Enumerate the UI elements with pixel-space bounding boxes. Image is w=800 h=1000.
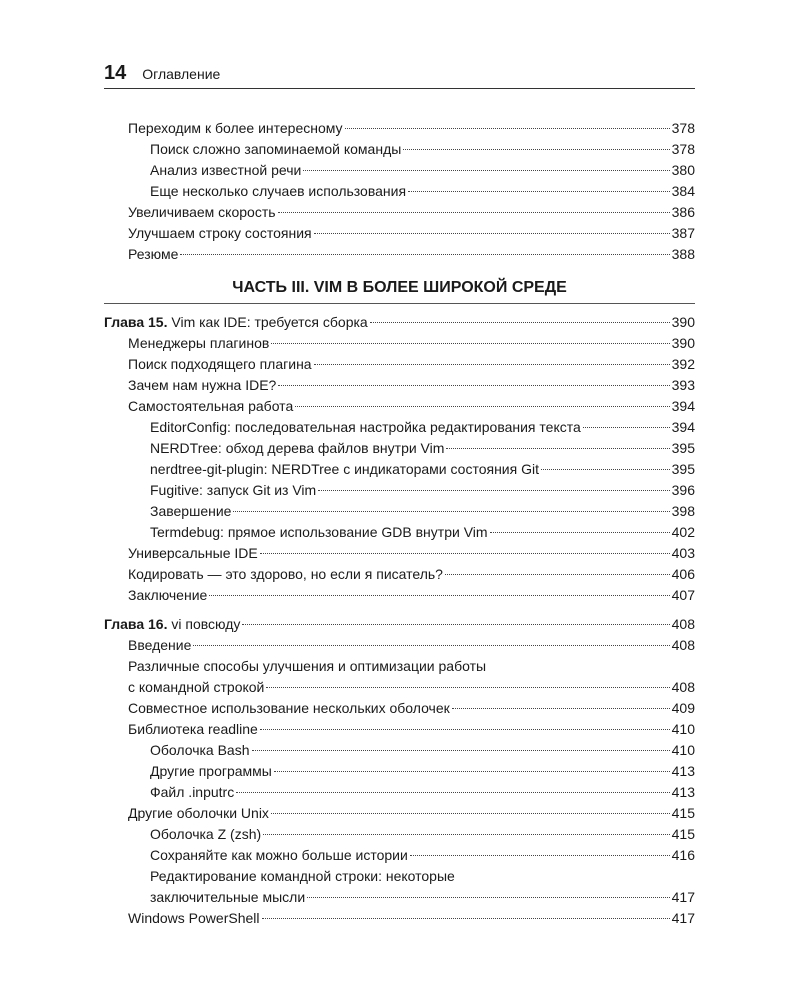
dot-leader bbox=[446, 448, 669, 449]
toc-entry-page: 387 bbox=[671, 225, 695, 241]
toc-entry[interactable] bbox=[104, 866, 695, 908]
toc-entry-page: 403 bbox=[671, 545, 695, 561]
toc-entry-page: 409 bbox=[671, 700, 695, 716]
toc-entry-title: Анализ известной речи bbox=[150, 162, 302, 178]
toc-entry[interactable] bbox=[104, 522, 695, 543]
dot-leader bbox=[266, 687, 669, 688]
toc-entry-page: 394 bbox=[671, 398, 695, 414]
toc-entry-page: 406 bbox=[671, 566, 695, 582]
toc-entry-title: Termdebug: прямое использование GDB внутри Vim bbox=[150, 524, 488, 540]
chapter-page: 390 bbox=[671, 314, 695, 330]
dot-leader bbox=[260, 553, 670, 554]
dot-leader bbox=[263, 834, 669, 835]
chapter-label: Глава 15. bbox=[104, 314, 168, 330]
toc-entry[interactable] bbox=[104, 719, 695, 740]
toc-entry-title: Совместное использование нескольких оболочек bbox=[128, 700, 450, 716]
toc-entry-page: 386 bbox=[671, 204, 695, 220]
toc-entry-title: Зачем нам нужна IDE? bbox=[128, 377, 277, 393]
toc-entry[interactable] bbox=[104, 585, 695, 606]
toc-entry[interactable] bbox=[104, 761, 695, 782]
toc-entry-page: 392 bbox=[671, 356, 695, 372]
toc-entry-title: Кодировать — это здорово, но если я писатель? bbox=[128, 566, 443, 582]
toc-entry[interactable] bbox=[104, 333, 695, 354]
dot-leader bbox=[314, 233, 670, 234]
toc-entry-title: Заключение bbox=[128, 587, 208, 603]
toc-entry[interactable] bbox=[104, 202, 695, 223]
toc-entry-page: 415 bbox=[671, 805, 695, 821]
dot-leader bbox=[541, 469, 670, 470]
toc-entry-title: Улучшаем строку состояния bbox=[128, 225, 312, 241]
toc-entry[interactable] bbox=[104, 908, 695, 929]
toc-entry-title: Еще несколько случаев использования bbox=[150, 183, 407, 199]
toc-entry-title: NERDTree: обход дерева файлов внутри Vim bbox=[150, 440, 445, 456]
toc-entry[interactable] bbox=[104, 564, 695, 585]
dot-leader bbox=[278, 212, 670, 213]
toc-entry[interactable] bbox=[104, 181, 695, 202]
table-of-contents bbox=[104, 118, 695, 929]
toc-entry-page: 395 bbox=[671, 461, 695, 477]
chapter-label: Глава 16. bbox=[104, 616, 168, 632]
toc-entry-page: 415 bbox=[671, 826, 695, 842]
dot-leader bbox=[242, 624, 669, 625]
toc-entry-page: 378 bbox=[671, 120, 695, 136]
toc-entry-title-line1: Различные способы улучшения и оптимизации работы bbox=[128, 658, 487, 674]
toc-entry[interactable] bbox=[104, 223, 695, 244]
toc-entry-title-line1: Редактирование командной строки: некоторые bbox=[150, 868, 455, 884]
toc-entry[interactable] bbox=[104, 824, 695, 845]
dot-leader bbox=[193, 645, 669, 646]
toc-entry[interactable] bbox=[104, 845, 695, 866]
dot-leader bbox=[252, 750, 670, 751]
toc-entry-title: Универсальные IDE bbox=[128, 545, 258, 561]
toc-entry[interactable] bbox=[104, 459, 695, 480]
toc-entry-title: nerdtree-git-plugin: NERDTree с индикаторами состояния Git bbox=[150, 461, 539, 477]
dot-leader bbox=[314, 364, 670, 365]
chapter-title: vi повсюду bbox=[171, 616, 241, 632]
toc-entry[interactable] bbox=[104, 118, 695, 139]
toc-entry[interactable] bbox=[104, 160, 695, 181]
toc-entry[interactable] bbox=[104, 438, 695, 459]
dot-leader bbox=[490, 532, 670, 533]
toc-entry-title: Оболочка Bash bbox=[150, 742, 250, 758]
dot-leader bbox=[318, 490, 669, 491]
dot-leader bbox=[452, 708, 670, 709]
toc-entry-page: 390 bbox=[671, 335, 695, 351]
chapter-15-entry[interactable] bbox=[104, 312, 695, 333]
dot-leader bbox=[410, 855, 670, 856]
toc-entry-page: 402 bbox=[671, 524, 695, 540]
dot-leader bbox=[271, 343, 669, 344]
toc-entry-page: 413 bbox=[671, 763, 695, 779]
toc-entry-title: EditorConfig: последовательная настройка редактирования текста bbox=[150, 419, 581, 435]
toc-entry-title: Сохраняйте как можно больше истории bbox=[150, 847, 408, 863]
toc-entry-page: 407 bbox=[671, 587, 695, 603]
dot-leader bbox=[408, 191, 670, 192]
toc-entry-title: Файл .inputrc bbox=[150, 784, 235, 800]
toc-entry-page: 410 bbox=[671, 742, 695, 758]
toc-entry-title: Увеличиваем скорость bbox=[128, 204, 276, 220]
toc-entry[interactable] bbox=[104, 782, 695, 803]
toc-entry-title: Оболочка Z (zsh) bbox=[150, 826, 262, 842]
toc-entry-title: Другие оболочки Unix bbox=[128, 805, 269, 821]
chapter-title: Vim как IDE: требуется сборка bbox=[171, 314, 368, 330]
dot-leader bbox=[236, 792, 669, 793]
toc-entry-title: Введение bbox=[128, 637, 192, 653]
toc-entry-title: Поиск подходящего плагина bbox=[128, 356, 312, 372]
toc-entry[interactable] bbox=[104, 501, 695, 522]
dot-leader bbox=[403, 149, 669, 150]
toc-entry-page: 378 bbox=[671, 141, 695, 157]
toc-entry[interactable] bbox=[104, 375, 695, 396]
page-number: 14 bbox=[104, 62, 127, 84]
toc-entry-page: 384 bbox=[671, 183, 695, 199]
dot-leader bbox=[233, 511, 669, 512]
toc-entry-title: Резюме bbox=[128, 246, 179, 262]
dot-leader bbox=[274, 771, 670, 772]
toc-entry[interactable] bbox=[104, 480, 695, 501]
part-heading: ЧАСТЬ III. VIM В БОЛЕЕ ШИРОКОЙ СРЕДЕ bbox=[104, 277, 695, 304]
toc-entry-title: Менеджеры плагинов bbox=[128, 335, 270, 351]
toc-entry[interactable] bbox=[104, 354, 695, 375]
toc-entry-title: заключительные мысли bbox=[150, 889, 306, 905]
toc-entry-title: Библиотека readline bbox=[128, 721, 258, 737]
toc-entry-title: Fugitive: запуск Git из Vim bbox=[150, 482, 317, 498]
toc-entry-page: 416 bbox=[671, 847, 695, 863]
toc-entry[interactable] bbox=[104, 803, 695, 824]
dot-leader bbox=[209, 595, 669, 596]
toc-entry[interactable] bbox=[104, 417, 695, 438]
page-header bbox=[104, 62, 695, 89]
toc-entry-page: 417 bbox=[671, 910, 695, 926]
toc-entry-title: Самостоятельная работа bbox=[128, 398, 294, 414]
dot-leader bbox=[303, 170, 669, 171]
dot-leader bbox=[271, 813, 670, 814]
dot-leader bbox=[295, 406, 669, 407]
dot-leader bbox=[583, 427, 670, 428]
dot-leader bbox=[307, 897, 669, 898]
toc-entry-page: 380 bbox=[671, 162, 695, 178]
toc-entry-page: 395 bbox=[671, 440, 695, 456]
toc-entry[interactable] bbox=[104, 656, 695, 698]
dot-leader bbox=[445, 574, 670, 575]
chapter-16-sections bbox=[104, 635, 695, 929]
chapter-page: 408 bbox=[671, 616, 695, 632]
toc-entry[interactable] bbox=[104, 740, 695, 761]
toc-entry-title: Другие программы bbox=[150, 763, 272, 779]
chapter-15-sections bbox=[104, 333, 695, 606]
chapter-16-entry[interactable] bbox=[104, 614, 695, 635]
toc-entry[interactable] bbox=[104, 139, 695, 160]
toc-entry[interactable] bbox=[104, 543, 695, 564]
dot-leader bbox=[345, 128, 670, 129]
toc-entry[interactable] bbox=[104, 698, 695, 719]
toc-entry-page: 408 bbox=[671, 637, 695, 653]
toc-entry-title: с командной строкой bbox=[128, 679, 265, 695]
toc-entry-title: Переходим к более интересному bbox=[128, 120, 343, 136]
toc-entry-title: Windows PowerShell bbox=[128, 910, 260, 926]
toc-entry-page: 396 bbox=[671, 482, 695, 498]
dot-leader bbox=[278, 385, 669, 386]
toc-entry-title: Завершение bbox=[150, 503, 232, 519]
toc-entry-page: 408 bbox=[671, 679, 695, 695]
toc-entry-title: Поиск сложно запоминаемой команды bbox=[150, 141, 402, 157]
toc-entry[interactable] bbox=[104, 396, 695, 417]
toc-entry-page: 417 bbox=[671, 889, 695, 905]
toc-section-before bbox=[104, 118, 695, 265]
dot-leader bbox=[260, 729, 670, 730]
toc-entry-page: 398 bbox=[671, 503, 695, 519]
toc-entry-page: 410 bbox=[671, 721, 695, 737]
toc-entry[interactable] bbox=[104, 635, 695, 656]
dot-leader bbox=[180, 254, 669, 255]
toc-entry-page: 388 bbox=[671, 246, 695, 262]
toc-entry-page: 393 bbox=[671, 377, 695, 393]
toc-entry-page: 413 bbox=[671, 784, 695, 800]
dot-leader bbox=[370, 322, 670, 323]
running-head: Оглавление bbox=[142, 66, 221, 82]
dot-leader bbox=[262, 918, 670, 919]
toc-entry-page: 394 bbox=[671, 419, 695, 435]
toc-entry[interactable] bbox=[104, 244, 695, 265]
